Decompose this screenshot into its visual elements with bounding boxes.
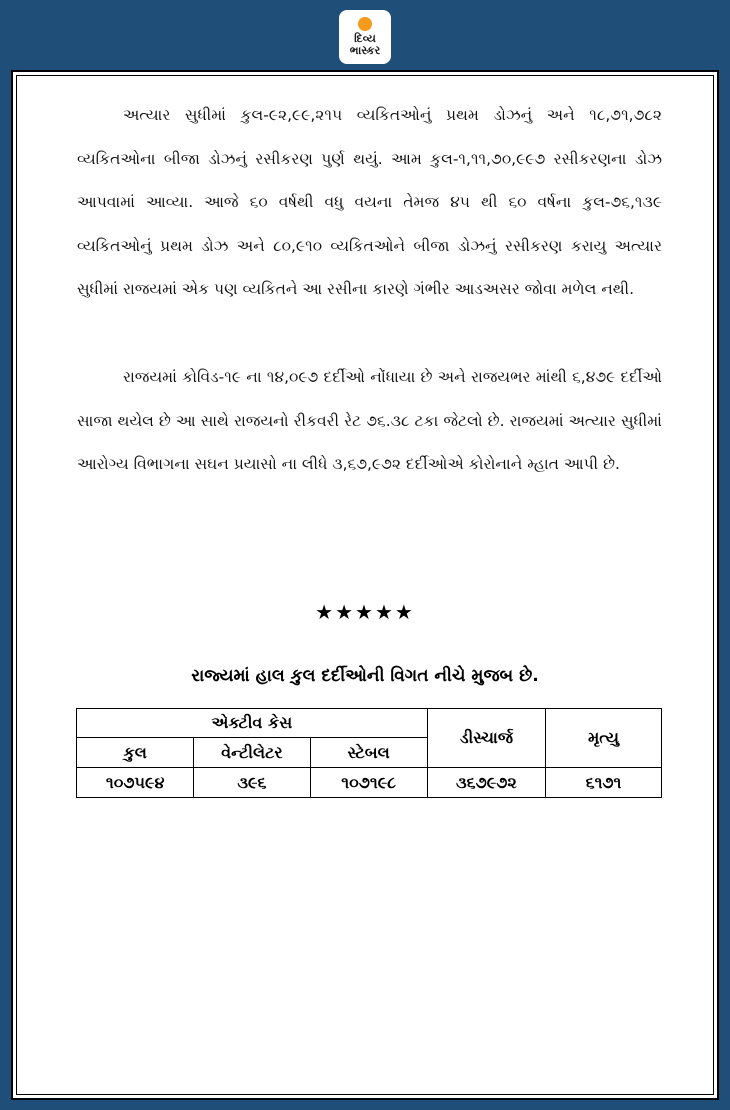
death-value: ૬૧૭૧ xyxy=(546,768,662,798)
table-heading: રાજ્યમાં હાલ કુલ દર્દીઓની વિગત નીચે મુજબ છે. xyxy=(191,666,539,686)
stable-value: ૧૦૭૧૯૮ xyxy=(310,768,427,798)
paragraph2-text: રાજયમાં કોવિડ-૧૯ ના ૧૪,૦૯૭ દર્દીઓ નોંધાયા છે અને રાજયભર માંથી ૬,૪૭૯ દર્દીઓ સાજા થયેલ છે આ સાથે રાજયનો રીકવરી રેટ ૭૬.૩૮ ટકા જેટલો છે. રાજયમાં અત્યાર સુધીમાં આરોગ્ય વિભાગના સઘન પ્રયાસો ના લીધે ૩,૬૭,૯૭૨ દર્દીઓએ કોરોનાને મ્હાત આપી છે. xyxy=(77,368,662,473)
stars-separator: ★★★★★ xyxy=(315,600,415,624)
discharge-value: ૩૬૭૯૭૨ xyxy=(427,768,545,798)
active-cases-header: એક્ટીવ કેસ xyxy=(77,709,428,738)
divya-bhaskar-logo xyxy=(339,10,391,64)
patients-table xyxy=(76,708,662,798)
ventilator-value: ૩૯૬ xyxy=(194,768,310,798)
paragraph1-text: અત્યાર સુધીમાં કુલ-૯૨,૯૯,૨૧૫ વ્યકિતઓનું પ્રથમ ડોઝનું અને ૧૮,૭૧,૭૮૨ વ્યકિતઓના બીજા ડોઝનું રસીકરણ પુર્ણ થયું. આમ કુલ-૧,૧૧,૭૦,૯૯૭ રસીકરણના ડોઝ આપવામાં આવ્યા. આજે ૬૦ વર્ષથી વધુ વયના તેમજ ૪૫ થી ૬૦ વર્ષના કુલ-૭૬,૧૩૯ વ્યકિતઓનું પ્રથમ ડોઝ અને ૮૦,૯૧૦ વ્યકિતઓને બીજા ડોઝનું રસીકરણ કરાયુ અત્યાર સુધીમાં રાજયમાં એક પણ વ્યકિતને આ રસીના કારણે ગંભીર આડઅસર જોવા મળેલ નથી. xyxy=(77,106,662,298)
discharge-header: ડીસ્ચાર્જ xyxy=(427,709,545,768)
total-value: ૧૦૭૫૯૪ xyxy=(77,768,194,798)
ventilator-header: વેન્ટીલેટર xyxy=(194,738,310,768)
document-page xyxy=(11,70,719,1100)
paragraph-covid-status xyxy=(77,356,662,487)
total-header: કુલ xyxy=(77,738,194,768)
page-inner-border xyxy=(16,75,714,1095)
logo-line1: દિવ્ય xyxy=(354,32,376,45)
logo-line2: ભાસ્કર xyxy=(349,44,381,57)
paragraph-vaccination xyxy=(77,94,662,312)
logo-sun-icon xyxy=(358,17,372,31)
stable-header: સ્ટેબલ xyxy=(310,738,427,768)
death-header: મૃત્યુ xyxy=(546,709,662,768)
